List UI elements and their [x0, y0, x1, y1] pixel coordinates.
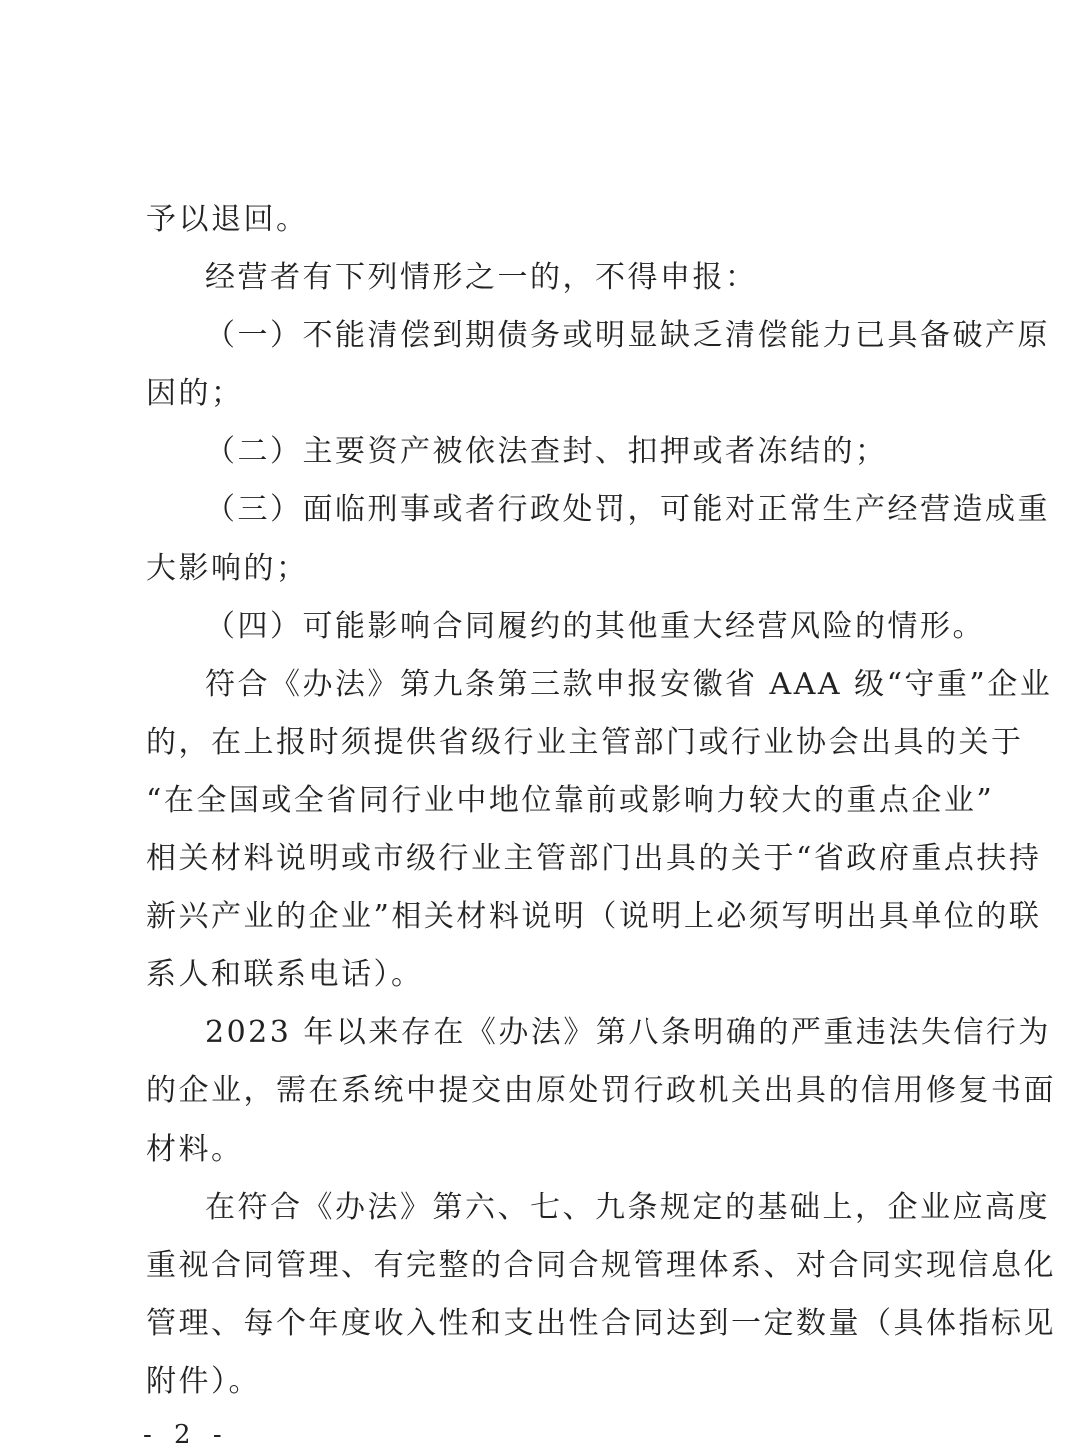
page-number: - 2 -	[143, 1420, 229, 1450]
paragraph-line: （一）不能清偿到期债务或明显缺乏清偿能力已具备破产原	[205, 318, 1050, 354]
paragraph-line: 新兴产业的企业”相关材料说明（说明上必须写明出具单位的联	[146, 899, 1042, 935]
paragraph-line: （四）可能影响合同履约的其他重大经营风险的情形。	[205, 608, 985, 644]
paragraph-line: 2023 年以来存在《办法》第八条明确的严重违法失信行为	[205, 1015, 1051, 1051]
paragraph-line: 重视合同管理、有完整的合同合规管理体系、对合同实现信息化	[146, 1247, 1056, 1283]
paragraph-line: 经营者有下列情形之一的，不得申报：	[205, 260, 758, 296]
paragraph-line: 的，在上报时须提供省级行业主管部门或行业协会出具的关于	[146, 724, 1024, 760]
paragraph-line: 在符合《办法》第六、七、九条规定的基础上，企业应高度	[205, 1189, 1050, 1225]
paragraph-line: （三）面临刑事或者行政处罚，可能对正常生产经营造成重	[205, 492, 1050, 528]
paragraph-line: （二）主要资产被依法查封、扣押或者冻结的；	[205, 434, 888, 470]
paragraph-line: 附件）。	[146, 1363, 261, 1399]
paragraph-line: 系人和联系电话）。	[146, 957, 424, 993]
paragraph-line: 大影响的；	[146, 550, 309, 586]
paragraph-line: 因的；	[146, 376, 244, 412]
paragraph-line: 相关材料说明或市级行业主管部门出具的关于“省政府重点扶持	[146, 841, 1042, 877]
paragraph-line: 符合《办法》第九条第三款申报安徽省 AAA 级“守重”企业	[205, 666, 1053, 702]
paragraph-line: 予以退回。	[146, 202, 309, 237]
paragraph-line: 的企业，需在系统中提交由原处罚行政机关出具的信用修复书面	[146, 1073, 1056, 1109]
paragraph-line: 材料。	[146, 1131, 244, 1167]
paragraph-line: “在全国或全省同行业中地位靠前或影响力较大的重点企业”	[146, 782, 995, 818]
paragraph-line: 管理、每个年度收入性和支出性合同达到一定数量（具体指标见	[146, 1305, 1056, 1341]
document-body	[146, 191, 1056, 1411]
